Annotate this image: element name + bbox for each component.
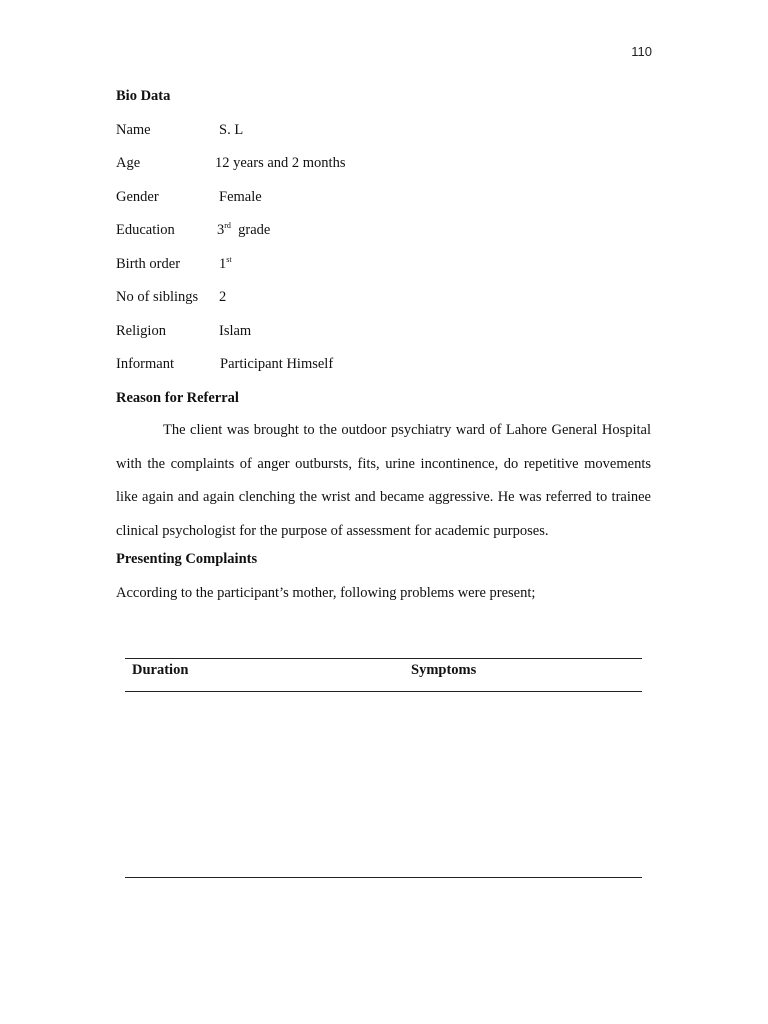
bio-value: Participant Himself (220, 356, 334, 372)
bio-row-name (116, 120, 651, 154)
bio-row-gender (116, 187, 651, 221)
bio-value: S. L (219, 121, 244, 138)
table-header-rule (125, 691, 642, 692)
ordinal-suffix: rd (224, 221, 231, 231)
bio-row-siblings (116, 287, 651, 321)
bio-row-age (116, 153, 651, 187)
bio-value: Female (219, 188, 262, 205)
table-top-rule (125, 658, 642, 659)
bio-label: Age (116, 155, 141, 171)
bio-row-birth-order (116, 254, 651, 288)
bio-value: Islam (219, 322, 252, 339)
bio-value-suffix: grade (230, 222, 271, 238)
bio-label: No of siblings (116, 289, 199, 305)
bio-label: Education (116, 222, 175, 238)
referral-paragraph: The client was brought to the outdoor psychiatry ward of Lahore General Hospital with the complaints of anger outbursts, fits, urine incontinence, do repetitive movements like again and again clenching the wrist and became aggressive. He was referred to trainee clinical psychologist for the purpose of assessment for academic purposes. (116, 422, 651, 539)
bio-value: 2 (219, 289, 227, 305)
document-body (116, 86, 651, 616)
table-header-symptoms: Symptoms (411, 662, 477, 678)
bio-label: Birth order (116, 255, 181, 272)
bio-label: Gender (116, 188, 159, 205)
bio-row-religion (116, 321, 651, 355)
ordinal-suffix: st (226, 254, 232, 264)
bio-value-group (219, 254, 232, 274)
bio-label: Informant (116, 356, 174, 372)
bio-value: 1 (219, 255, 227, 272)
complaints-intro: According to the participant’s mother, following problems were present; (116, 584, 536, 601)
bio-row-education (116, 220, 651, 254)
bio-row-informant (116, 354, 651, 388)
bio-value: 12 years and 2 months (215, 155, 346, 171)
bio-value: 3 (217, 222, 225, 238)
page-number: 110 (631, 44, 652, 59)
table-bottom-rule (125, 877, 642, 878)
referral-heading: Reason for Referral (116, 389, 239, 406)
bio-value-group (217, 220, 270, 240)
bio-label: Religion (116, 322, 166, 339)
table-header-duration: Duration (132, 662, 189, 678)
bio-label: Name (116, 121, 151, 138)
complaints-heading: Presenting Complaints (116, 551, 258, 568)
bio-data-heading: Bio Data (116, 88, 171, 104)
